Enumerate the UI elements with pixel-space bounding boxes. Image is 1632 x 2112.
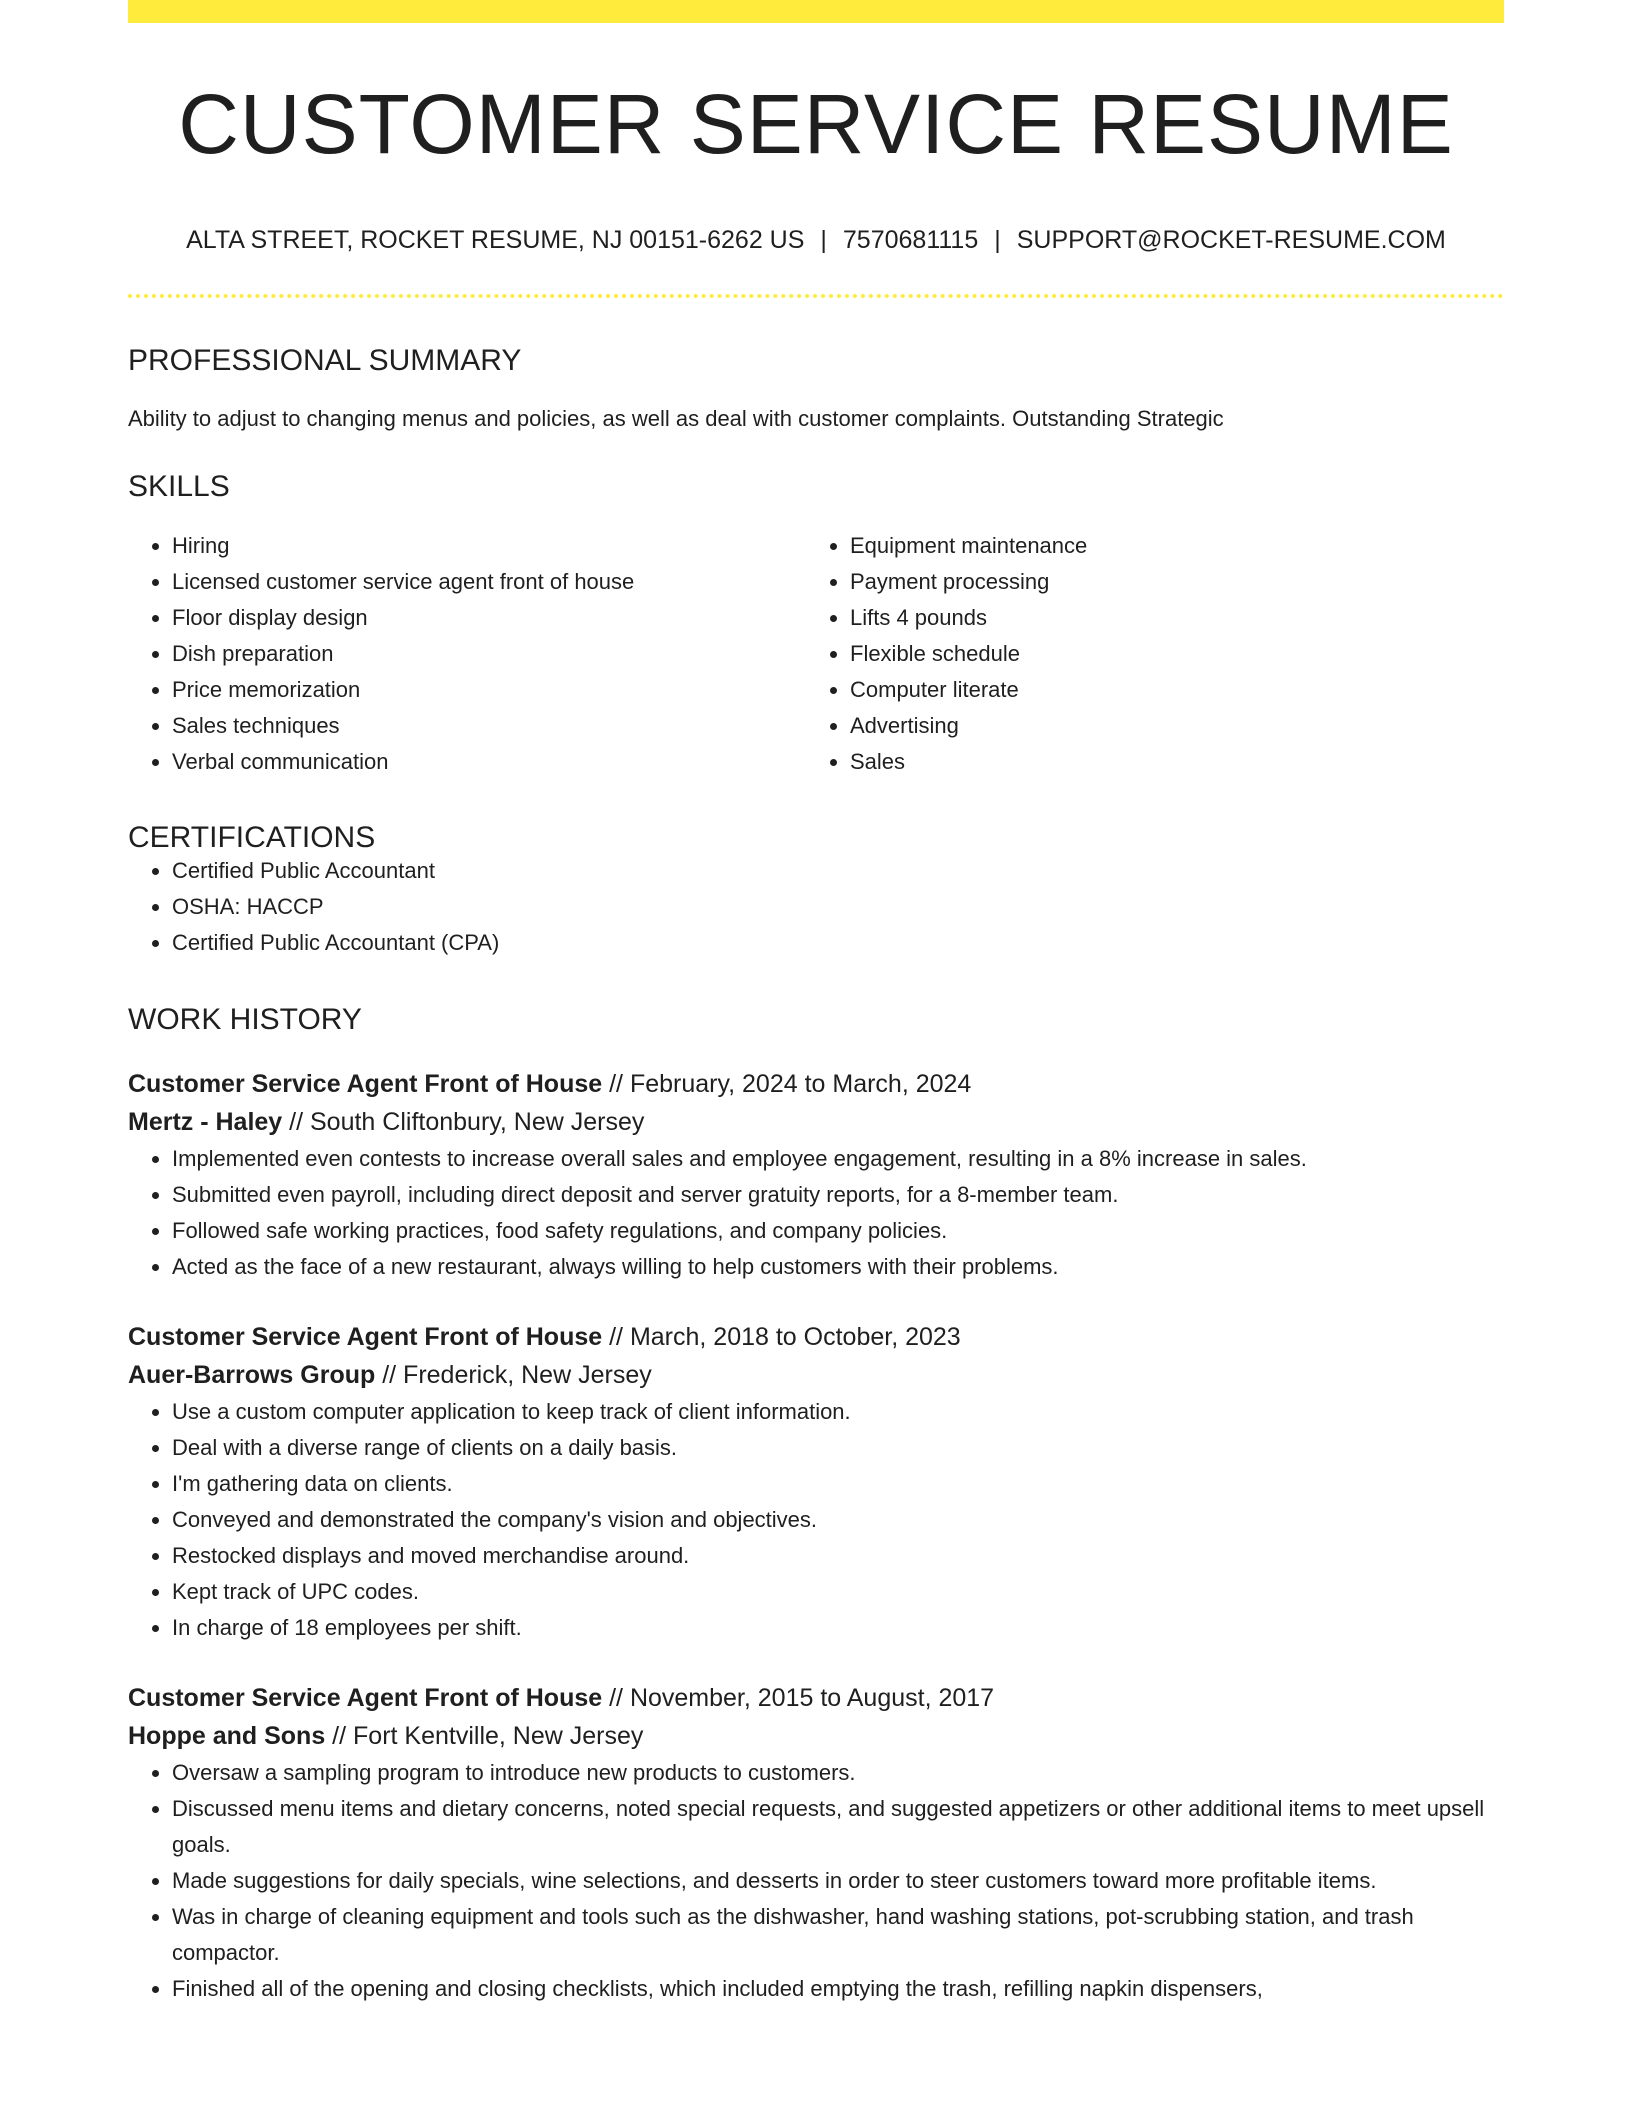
job-bullet: • Made suggestions for daily specials, wine selections, and desserts in order to steer customers toward more profitable items. <box>172 1863 1504 1899</box>
job-entry <box>128 1679 1504 2007</box>
dotted-divider <box>128 294 1504 298</box>
job-bullets <box>128 1394 1504 1646</box>
job-bullets <box>128 1755 1504 2007</box>
certification-item: • Certified Public Accountant (CPA) <box>172 925 1504 961</box>
skill-item: • Payment processing <box>850 564 1484 600</box>
job-company: Mertz - Haley <box>128 1108 283 1137</box>
job-entry <box>128 1065 1504 1285</box>
job-location: // Fort Kentville, New Jersey <box>325 1722 644 1751</box>
job-bullet: • Restocked displays and moved merchandise around. <box>172 1538 1504 1574</box>
job-title-line <box>128 1318 1504 1356</box>
job-bullet: • Discussed menu items and dietary concerns, noted special requests, and suggested appetizers or other additional items to meet upsell goals. <box>172 1791 1504 1863</box>
skill-item: • Hiring <box>172 528 806 564</box>
contact-separator: | <box>994 226 1001 254</box>
job-dates: // November, 2015 to August, 2017 <box>602 1684 995 1713</box>
job-bullet: • Oversaw a sampling program to introduce new products to customers. <box>172 1755 1504 1791</box>
job-bullet: • Followed safe working practices, food safety regulations, and company policies. <box>172 1213 1504 1249</box>
skill-item: • Price memorization <box>172 672 806 708</box>
certifications-heading: CERTIFICATIONS <box>128 821 376 855</box>
job-bullet: • Kept track of UPC codes. <box>172 1574 1504 1610</box>
contact-separator: | <box>820 226 827 254</box>
job-title: Customer Service Agent Front of House <box>128 1684 603 1713</box>
job-location: // South Cliftonbury, New Jersey <box>282 1108 645 1137</box>
job-bullet: • Use a custom computer application to keep track of client information. <box>172 1394 1504 1430</box>
job-entry <box>128 1318 1504 1646</box>
resume-title: CUSTOMER SERVICE RESUME <box>178 77 1454 171</box>
job-title: Customer Service Agent Front of House <box>128 1323 603 1352</box>
skill-item: • Advertising <box>850 708 1484 744</box>
job-bullet: • Conveyed and demonstrated the company's vision and objectives. <box>172 1502 1504 1538</box>
job-bullet: • Was in charge of cleaning equipment and tools such as the dishwasher, hand washing stations, pot-scrubbing station, and trash compactor. <box>172 1899 1504 1971</box>
job-bullet: • Implemented even contests to increase overall sales and employee engagement, resulting in a 8% increase in sales. <box>172 1141 1504 1177</box>
skill-item: • Licensed customer service agent front of house <box>172 564 806 600</box>
skill-item: • Flexible schedule <box>850 636 1484 672</box>
summary-heading: PROFESSIONAL SUMMARY <box>128 344 522 377</box>
contact-line <box>128 228 1504 253</box>
job-bullet: • Acted as the face of a new restaurant, always willing to help customers with their problems. <box>172 1249 1504 1285</box>
skills-list-left <box>128 528 806 780</box>
top-accent-bar <box>128 0 1504 23</box>
certification-item: • OSHA: HACCP <box>172 889 1504 925</box>
job-bullet: • In charge of 18 employees per shift. <box>172 1610 1504 1646</box>
skills-list-right <box>806 528 1484 780</box>
job-bullet: • Deal with a diverse range of clients on a daily basis. <box>172 1430 1504 1466</box>
job-company-line <box>128 1103 1504 1141</box>
skill-item: • Floor display design <box>172 600 806 636</box>
job-company-line <box>128 1356 1504 1394</box>
certification-item: • Certified Public Accountant <box>172 853 1504 889</box>
skill-item: • Computer literate <box>850 672 1484 708</box>
contact-address: ALTA STREET, ROCKET RESUME, NJ 00151-6262 US <box>186 226 805 254</box>
skill-item: • Dish preparation <box>172 636 806 672</box>
skill-item: • Verbal communication <box>172 744 806 780</box>
skill-item: • Equipment maintenance <box>850 528 1484 564</box>
job-bullet: • I'm gathering data on clients. <box>172 1466 1504 1502</box>
job-dates: // February, 2024 to March, 2024 <box>602 1070 972 1099</box>
job-company: Hoppe and Sons <box>128 1722 326 1751</box>
work-history-heading: WORK HISTORY <box>128 1003 362 1037</box>
job-bullet: • Submitted even payroll, including direct deposit and server gratuity reports, for a 8-member team. <box>172 1177 1504 1213</box>
job-title-line <box>128 1679 1504 1717</box>
certifications-list <box>128 853 1504 961</box>
contact-phone[interactable]: 7570681115 <box>842 226 979 254</box>
job-dates: // March, 2018 to October, 2023 <box>602 1323 961 1352</box>
summary-text: Ability to adjust to changing menus and policies, as well as deal with customer complaints. Outstanding Strategic <box>128 406 1224 431</box>
skill-item: • Lifts 4 pounds <box>850 600 1484 636</box>
job-bullets <box>128 1141 1504 1285</box>
job-bullet: • Finished all of the opening and closing checklists, which included emptying the trash, refilling napkin dispensers, <box>172 1971 1504 2007</box>
skills-column-right <box>806 528 1484 780</box>
skill-item: • Sales <box>850 744 1484 780</box>
resume-page <box>128 0 1504 2007</box>
skills-column-left <box>128 528 806 780</box>
skill-item: • Sales techniques <box>172 708 806 744</box>
skills-columns <box>128 528 1504 780</box>
job-company: Auer-Barrows Group <box>128 1361 376 1390</box>
skills-heading: SKILLS <box>128 470 230 504</box>
job-location: // Frederick, New Jersey <box>375 1361 652 1390</box>
contact-email[interactable]: SUPPORT@ROCKET-RESUME.COM <box>1016 226 1446 254</box>
job-title-line <box>128 1065 1504 1103</box>
job-title: Customer Service Agent Front of House <box>128 1070 603 1099</box>
job-company-line <box>128 1717 1504 1755</box>
